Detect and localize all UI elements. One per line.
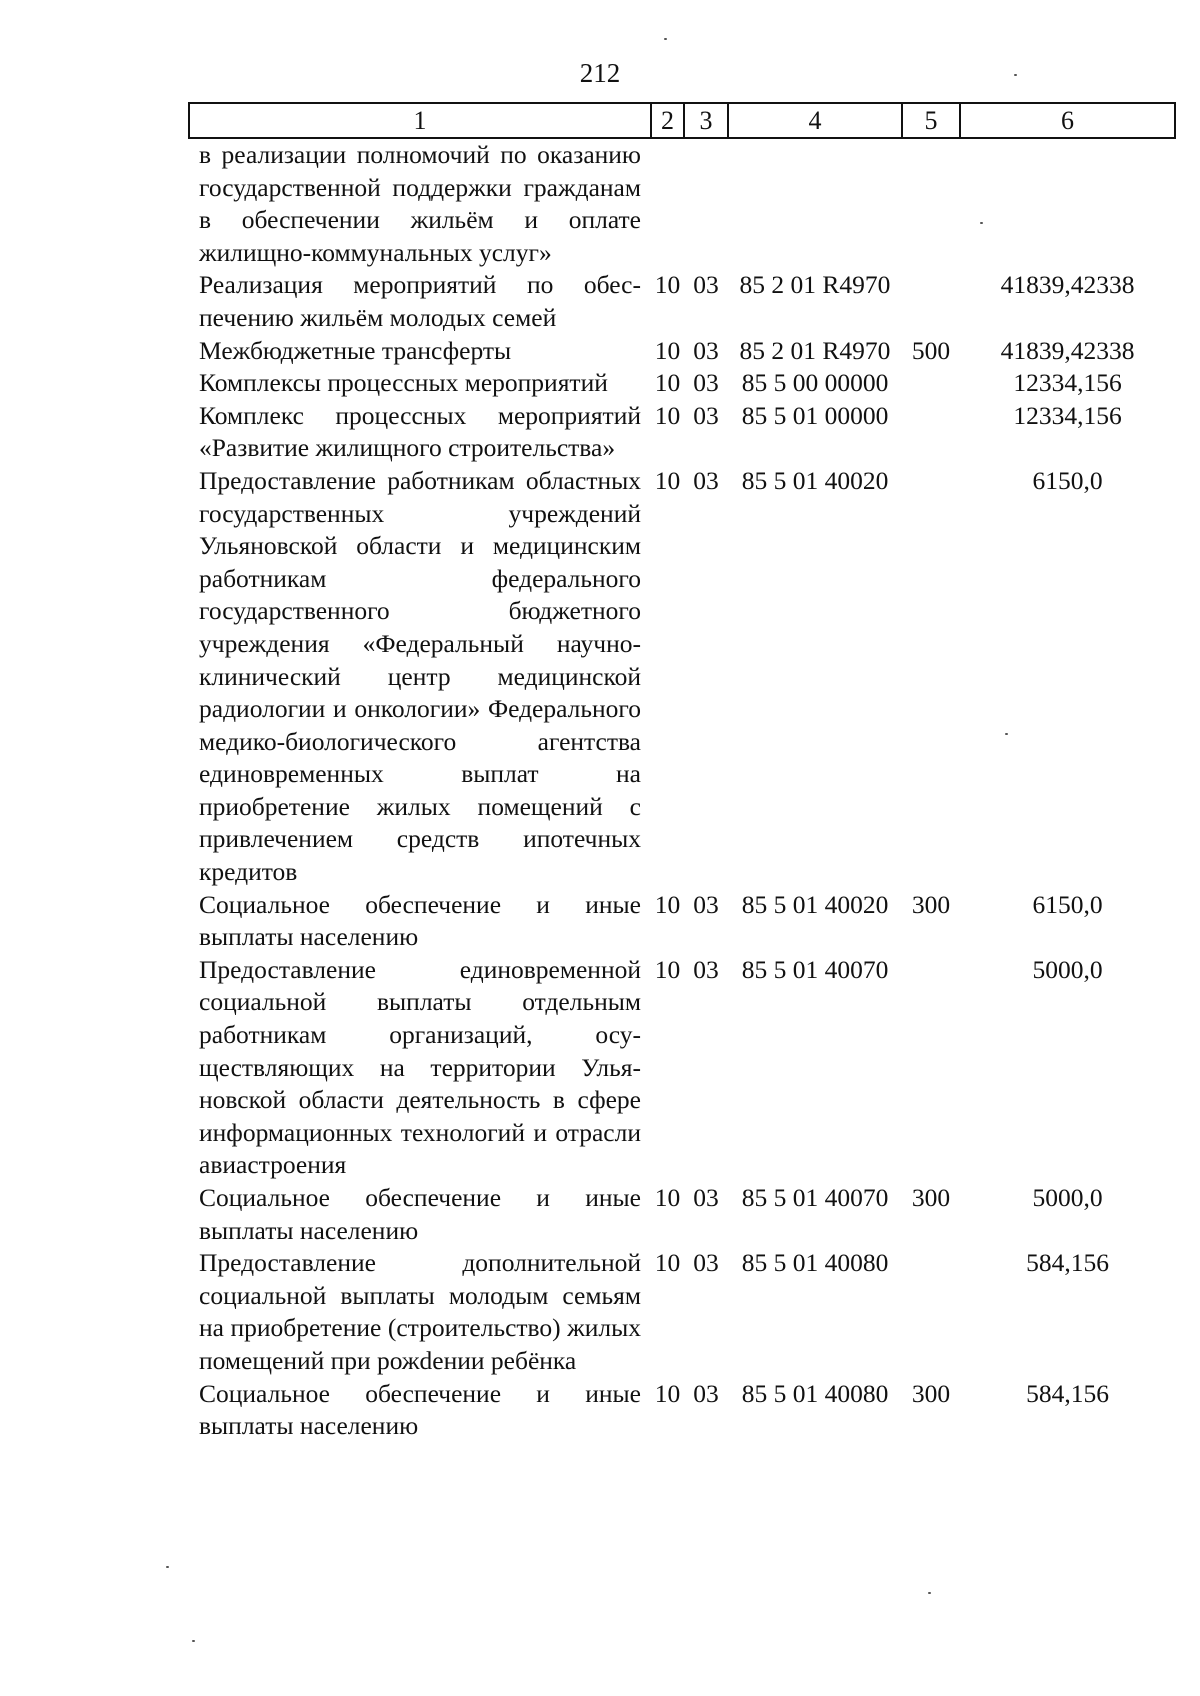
scan-speck: [1014, 74, 1017, 76]
row-amount: 41839,42338: [1000, 270, 1135, 300]
row-expense-type: [902, 954, 960, 1182]
row-name: Предоставление работникам областных государственных учреждений Ульяновской области и медицинским работникам федерального государственного бюджетного учреждения «Федеральный научно-клинический центр медицинской радиологии и онкологии» Федерального медико-биологического агентства единовременных выплат на приобретение жилых помещений с привлечением средств ипотечных кредитов: [199, 465, 641, 887]
row-expense-type: [902, 400, 960, 465]
table-row: [189, 367, 1175, 400]
row-name: Социальное обеспечение и иные выплаты населению: [199, 1183, 641, 1245]
row-subsection: 03: [693, 270, 719, 300]
row-section: 10: [654, 1183, 681, 1212]
row-expense-type: 300: [911, 889, 951, 919]
row-expense-type: 300: [911, 1378, 951, 1408]
table-row: [189, 889, 1175, 954]
budget-table-container: [188, 102, 1174, 1443]
row-section: 10: [654, 270, 681, 300]
row-section: 10: [654, 368, 681, 398]
row-name: Предоставление дополнительной социальной выплаты молодым семьям на приобретение (строительство) жилых помещений при рожdении ребёнка: [199, 1248, 641, 1375]
row-name: Комплексы процессных мероприятий: [199, 368, 608, 398]
row-subsection: 03: [693, 1183, 719, 1212]
row-section: 10: [654, 889, 681, 919]
row-subsection: 03: [693, 335, 719, 365]
row-target-code: 85 5 01 40020: [741, 465, 889, 495]
row-name: Социальное обеспечение и иные выплаты населению: [199, 889, 641, 952]
row-target-code: 85 5 01 40070: [741, 954, 889, 984]
row-expense-type: [902, 269, 960, 334]
scan-speck: [192, 1640, 195, 1642]
header-row: [189, 103, 1175, 138]
row-target-code: 85 2 01 R4970: [739, 335, 891, 365]
row-section: 10: [654, 465, 681, 495]
row-subsection: 03: [693, 889, 719, 919]
row-subsection: 03: [693, 1378, 719, 1408]
scan-speck: [664, 38, 667, 40]
row-subsection: 03: [693, 1248, 719, 1278]
row-amount: 5000,0: [1032, 954, 1103, 984]
row-name: Предоставление единовременной социальной выплаты отдельным работникам организаций, осуществляющих на территории Ульяновской области деятельность в сфере информационных технологий и отрасли авиастроения: [199, 954, 641, 1180]
row-section: 10: [654, 954, 681, 984]
table-row: [189, 138, 1175, 269]
row-expense-type: [902, 367, 960, 400]
row-amount: 584,156: [1026, 1248, 1109, 1278]
row-target-code: 85 5 00 00000: [741, 368, 889, 398]
row-section: [651, 138, 684, 269]
row-section: 10: [654, 335, 681, 365]
row-name: Комплекс процессных мероприятий «Развитие жилищного строительства»: [199, 400, 641, 463]
page-number: 212: [579, 58, 621, 88]
table-body: [189, 138, 1175, 1443]
row-expense-type: 500: [911, 335, 951, 365]
table-row: [189, 400, 1175, 465]
row-section: 10: [654, 400, 681, 430]
row-amount: 6150,0: [1032, 889, 1103, 919]
row-name: в реализации полномочий по оказанию государственной поддержки гражданам в обеспечении жильём и оплате жилищно-коммунальных услуг»: [199, 140, 641, 267]
header-col-1: 1: [189, 103, 651, 138]
row-subsection: 03: [693, 954, 719, 984]
row-target-code: 85 5 01 40020: [741, 889, 889, 919]
header-col-2: 2: [651, 103, 684, 138]
scan-speck: [1005, 733, 1008, 735]
scan-speck: [980, 222, 983, 224]
row-amount: 6150,0: [1032, 465, 1103, 495]
row-target-code: 85 2 01 R4970: [739, 270, 891, 300]
table-row: [189, 954, 1175, 1182]
table-row: [189, 465, 1175, 889]
row-amount: 41839,42338: [1000, 335, 1135, 365]
row-amount: 12334,156: [1013, 400, 1122, 430]
row-name: Межбюджетные трансферты: [199, 335, 512, 365]
scan-speck: [928, 1592, 931, 1594]
row-name: Реализация мероприятий по обеспечению жильём молодых семей: [199, 270, 641, 332]
row-subsection: 03: [693, 368, 719, 398]
row-subsection: 03: [693, 465, 719, 495]
row-expense-type: 300: [911, 1183, 951, 1212]
header-col-6: 6: [960, 103, 1175, 138]
row-target-code: 85 5 01 40080: [741, 1248, 889, 1278]
table-row: [189, 335, 1175, 368]
budget-table: [188, 102, 1176, 1443]
scan-speck: [166, 1566, 169, 1568]
table-row: [189, 1182, 1175, 1247]
row-expense-type: [902, 1247, 960, 1377]
row-amount: [960, 138, 1175, 269]
row-amount: 5000,0: [1032, 1183, 1103, 1212]
row-section: 10: [654, 1248, 681, 1278]
row-amount: 12334,156: [1013, 368, 1122, 398]
header-col-5: 5: [902, 103, 960, 138]
row-expense-type: [902, 465, 960, 889]
table-header: [189, 103, 1175, 138]
table-row: [189, 1247, 1175, 1377]
header-col-4: 4: [728, 103, 902, 138]
row-section: 10: [654, 1378, 681, 1408]
row-target-code: 85 5 01 00000: [741, 400, 889, 430]
header-col-3: 3: [684, 103, 728, 138]
row-target-code: [728, 138, 902, 269]
row-expense-type: [902, 138, 960, 269]
row-target-code: 85 5 01 40070: [741, 1183, 889, 1212]
row-target-code: 85 5 01 40080: [741, 1378, 889, 1408]
row-subsection: [684, 138, 728, 269]
table-row: [189, 1378, 1175, 1443]
table-row: [189, 269, 1175, 334]
row-name: Социальное обеспечение и иные выплаты населению: [199, 1378, 641, 1441]
row-amount: 584,156: [1026, 1378, 1109, 1408]
row-subsection: 03: [693, 400, 719, 430]
